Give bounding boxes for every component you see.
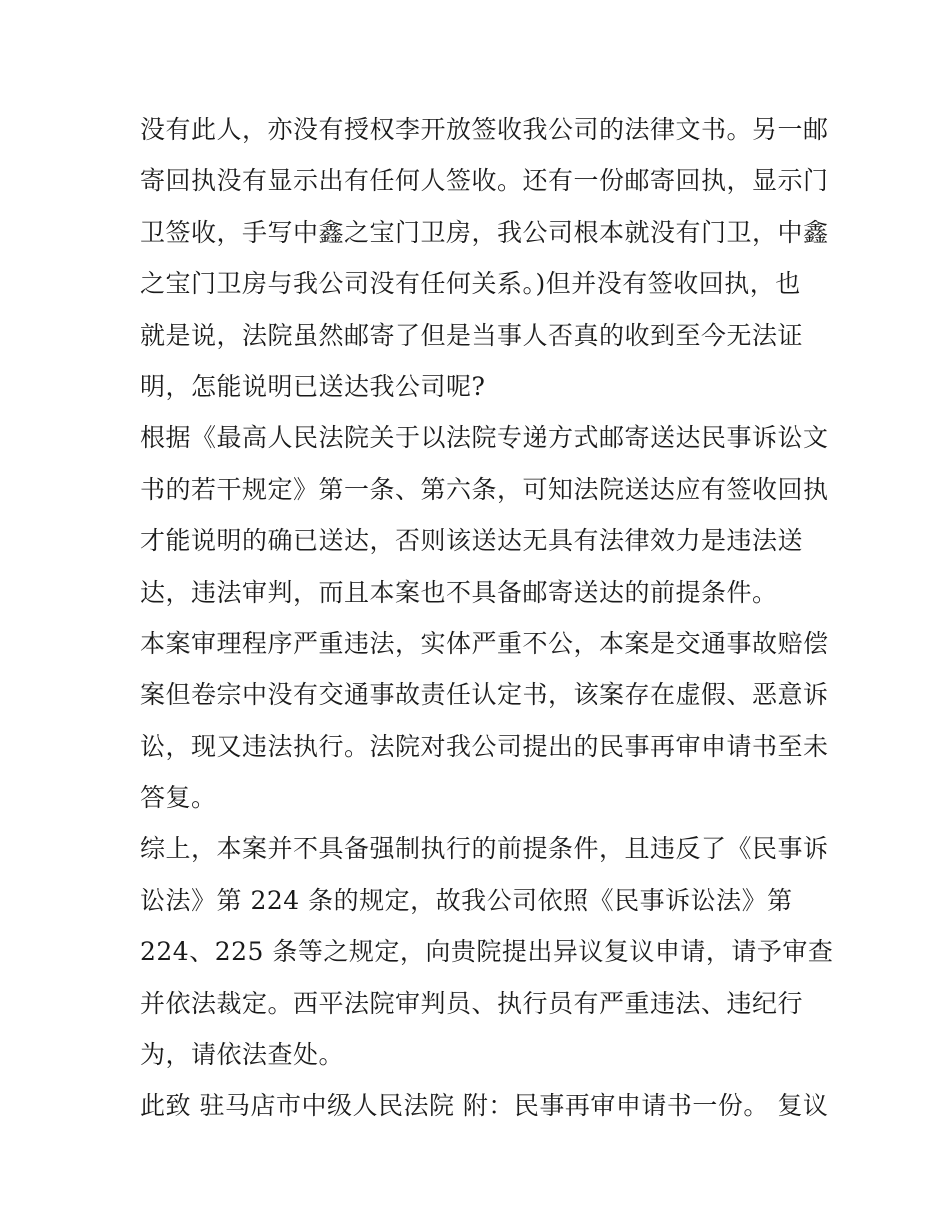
- text-line: 达，违法审判，而且本案也不具备邮寄送达的前提条件。: [140, 577, 778, 607]
- text-line: 才能说明的确已送达，否则该送达无具有法律效力是违法送: [140, 526, 804, 556]
- text-line: 224、225 条等之规定，向贵院提出异议复议申请，请予审查: [140, 937, 834, 967]
- text-line: 此致 驻马店市中级人民法院 附：民事再审申请书一份。 复议: [140, 1091, 829, 1121]
- text-line: 明，怎能说明已送达我公司呢?: [140, 371, 486, 401]
- text-line: 卫签收，手写中鑫之宝门卫房，我公司根本就没有门卫，中鑫: [140, 217, 829, 247]
- text-line: 根据《最高人民法院关于以法院专递方式邮寄送达民事诉讼文: [140, 423, 829, 453]
- text-line: 为，请依法查处。: [140, 1040, 345, 1070]
- text-line: 之宝门卫房与我公司没有任何关系。)但并没有签收回执，也: [140, 269, 801, 299]
- text-line: 本案审理程序严重违法，实体严重不公，本案是交通事故赔偿: [140, 628, 829, 658]
- text-line: 讼，现又违法执行。法院对我公司提出的民事再审申请书至未: [140, 731, 829, 761]
- document-body-text: [140, 104, 834, 1132]
- text-line: 讼法》第 224 条的规定，故我公司依照《民事诉讼法》第: [140, 885, 793, 915]
- text-line: 没有此人，亦没有授权李开放签收我公司的法律文书。另一邮: [140, 115, 829, 144]
- text-line: 案但卷宗中没有交通事故责任认定书，该案存在虚假、恶意诉: [140, 680, 829, 710]
- text-line: 寄回执没有显示出有任何人签收。还有一份邮寄回执，显示门: [140, 166, 829, 196]
- text-line: 书的若干规定》第一条、第六条，可知法院送达应有签收回执: [140, 474, 829, 504]
- text-line: 答复。: [140, 783, 217, 813]
- text-line: 就是说，法院虽然邮寄了但是当事人否真的收到至今无法证: [140, 320, 804, 350]
- text-line: 综上，本案并不具备强制执行的前提条件，且违反了《民事诉: [140, 834, 829, 864]
- text-line: 并依法裁定。西平法院审判员、执行员有严重违法、违纪行: [140, 988, 804, 1018]
